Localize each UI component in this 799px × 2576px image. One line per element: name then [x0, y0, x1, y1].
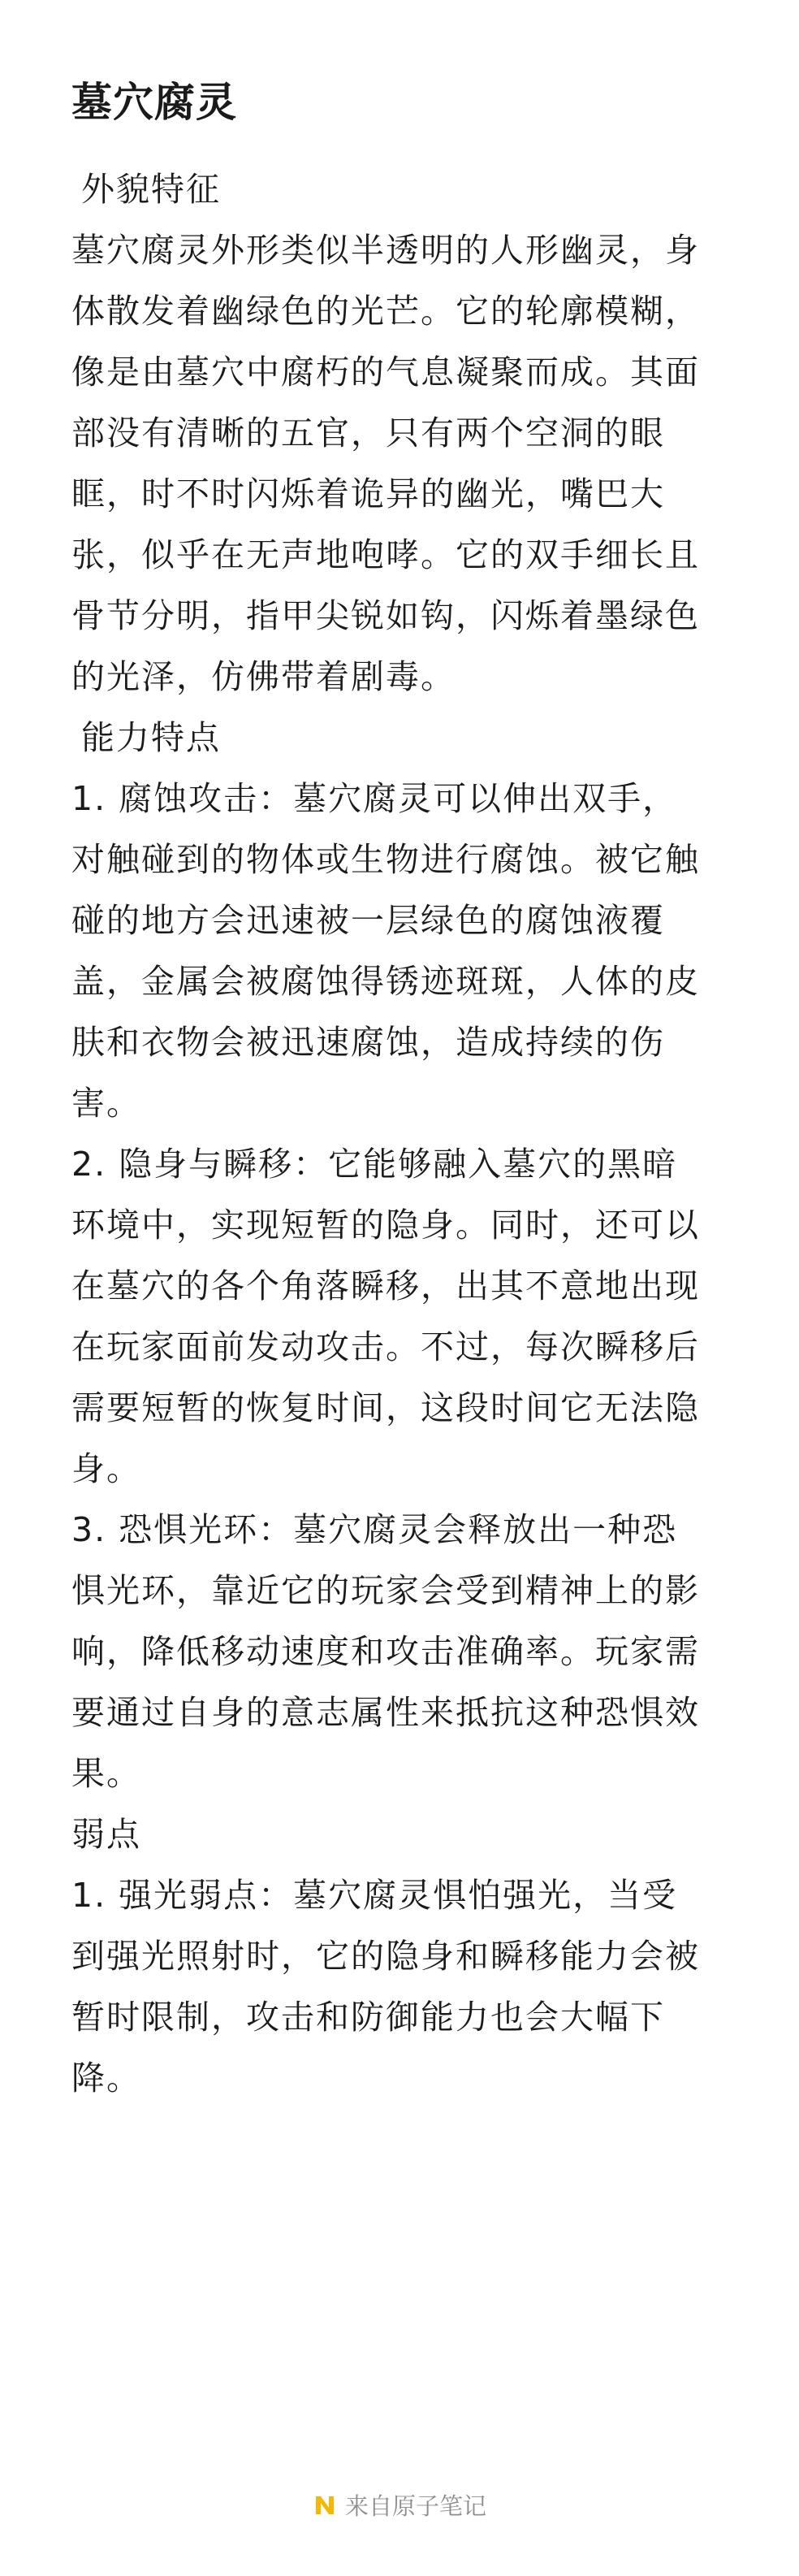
- section-heading-weakness: 弱点: [71, 1815, 141, 1854]
- paragraph-appearance: 墓穴腐灵外形类似半透明的人形幽灵，身体散发着幽绿色的光芒。它的轮廓模糊，像是由墓穴中腐朽的气息凝聚而成。其面部没有清晰的五官，只有两个空洞的眼眶，时不时闪烁着诡异的幽光，嘴巴大张，似乎在无声地咆哮。它的双手细长且骨节分明，指甲尖锐如钩，闪烁着墨绿色的光泽，仿佛带着剧毒。: [71, 231, 700, 696]
- note-title: 墓穴腐灵: [71, 79, 237, 126]
- paragraph-ability-corrosion: 1. 腐蚀攻击：墓穴腐灵可以伸出双手，对触碰到的物体或生物进行腐蚀。被它触碰的地方会迅速被一层绿色的腐蚀液覆盖，金属会被腐蚀得锈迹斑斑，人体的皮肤和衣物会被迅速腐蚀，造成持续的伤害。: [71, 779, 700, 1123]
- paragraph-ability-stealth: 2. 隐身与瞬移：它能够融入墓穴的黑暗环境中，实现短暂的隐身。同时，还可以在墓穴的各个角落瞬移，出其不意地出现在玩家面前发动攻击。不过，每次瞬移后需要短暂的恢复时间，这段时间它无法隐身。: [71, 1145, 700, 1488]
- footer-attribution: [0, 2488, 799, 2522]
- paragraph-weakness-light: 1. 强光弱点：墓穴腐灵惧怕强光，当受到强光照射时，它的隐身和瞬移能力会被暂时限制，攻击和防御能力也会大幅下降。: [71, 1876, 700, 2098]
- note-content: [71, 78, 705, 2109]
- notes-app-logo-icon: [313, 2493, 337, 2518]
- section-heading-appearance: 外貌特征: [81, 170, 221, 209]
- paragraph-ability-fear: 3. 恐惧光环：墓穴腐灵会释放出一种恐惧光环，靠近它的玩家会受到精神上的影响，降低移动速度和攻击准确率。玩家需要通过自身的意志属性来抵抗这种恐惧效果。: [71, 1510, 700, 1793]
- footer-text: 来自原子笔记: [344, 2492, 486, 2520]
- section-heading-abilities: 能力特点: [81, 718, 221, 757]
